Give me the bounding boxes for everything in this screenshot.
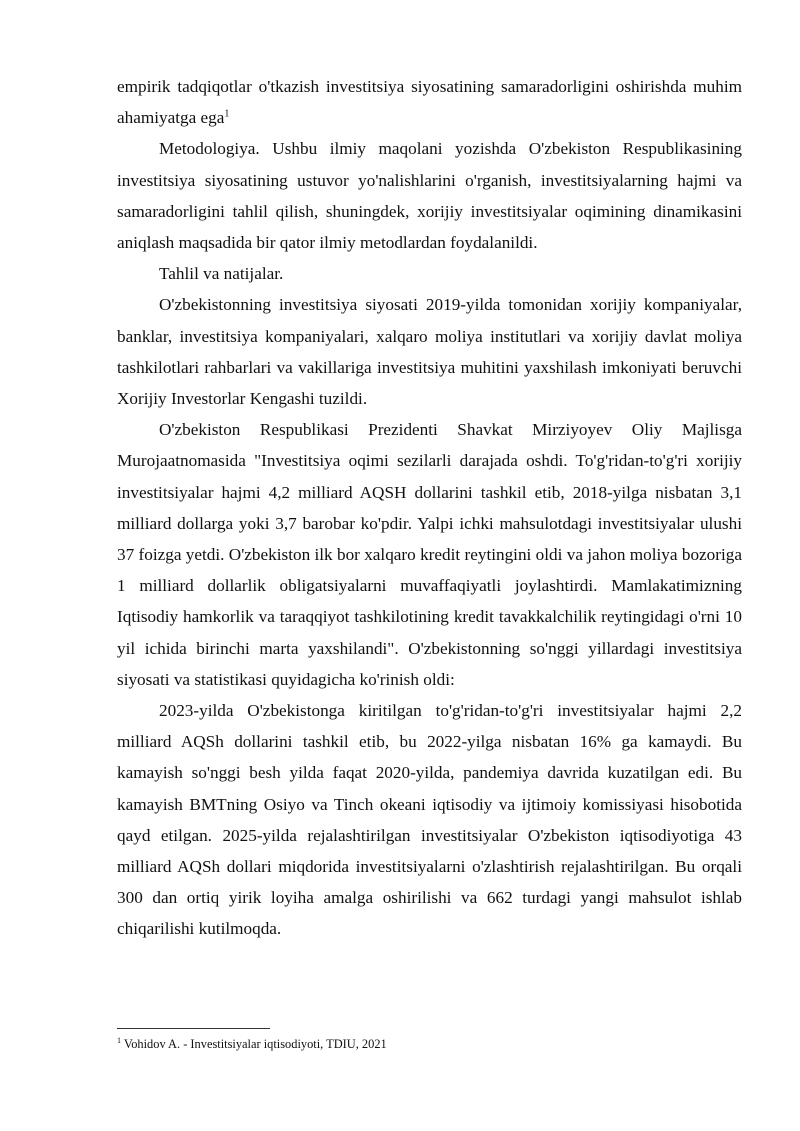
paragraph-methodology: Metodologiya. Ushbu ilmiy maqolani yozishda O'zbekiston Respublikasining investitsiya siyosatining ustuvor yo'nalishlarini o'rganish, investitsiyalarning hajmi va samaradorligini tahlil qilish, shuningdek, xorijiy investitsiyalar oqimining dinamikasini aniqlash maqsadida bir qator ilmiy metodlardan foydalanildi.	[117, 139, 742, 253]
footnote-reference: 1	[224, 108, 230, 120]
footnote	[117, 1036, 742, 1052]
document-body	[117, 71, 742, 945]
footnote-number: 1	[117, 1035, 121, 1045]
paragraph-president-address: O'zbekiston Respublikasi Prezidenti Shavkat Mirziyoyev Oliy Majlisga Murojaatnomasida "Investitsiya oqimi sezilarli darajada oshdi. To'g'ridan-to'g'ri xorijiy investitsiyalar hajmi 4,2 milliard AQSH dollarini tashkil etib, 2018-yilga nisbatan 3,1 milliard dollarga yoki 3,7 barobar ko'pdir. Yalpi ichki mahsulotdagi investitsiyalar ulushi 37 foizga yetdi. O'zbekiston ilk bor xalqaro kredit reytingini oldi va jahon moliya bozoriga 1 milliard dollarlik obligatsiyalarni muvaffaqiyatli joylashtirdi. Mamlakatimizning Iqtisodiy hamkorlik va taraqqiyot tashkilotining kredit tavakkalchilik reytingidagi o'rni 10 yil ichida birinchi marta yaxshilandi". O'zbekistonning so'nggi yillardagi investitsiya siyosati va statistikasi quyidagicha ko'rinish oldi:	[117, 420, 742, 689]
paragraph-intro-text: empirik tadqiqotlar o'tkazish investitsiya siyosatining samaradorligini oshirishda muhim ahamiyatga ega	[117, 77, 742, 128]
footnote-separator	[117, 1028, 270, 1029]
footnote-text: Vohidov A. - Investitsiyalar iqtisodiyoti, TDIU, 2021	[121, 1037, 387, 1051]
paragraph-investor-council: O'zbekistonning investitsiya siyosati 2019-yilda tomonidan xorijiy kompaniyalar, banklar, investitsiya kompaniyalari, xalqaro moliya institutlari va xorijiy davlat moliya tashkilotlari rahbarlari va vakillariga investitsiya muhitini yaxshilash imkoniyati beruvchi Xorijiy Investorlar Kengashi tuzildi.	[117, 295, 742, 409]
paragraph-intro	[117, 71, 742, 133]
section-heading-results: Tahlil va natijalar.	[159, 264, 284, 284]
paragraph-2023-investments: 2023-yilda O'zbekistonga kiritilgan to'g'ridan-to'g'ri investitsiyalar hajmi 2,2 milliard AQSh dollarini tashkil etib, bu 2022-yilga nisbatan 16% ga kamaydi. Bu kamayish so'nggi besh yilda faqat 2020-yilda, pandemiya davrida kuzatilgan edi. Bu kamayish BMTning Osiyo va Tinch okeani iqtisodiy va ijtimoiy komissiyasi hisobotida qayd etilgan. 2025-yilda rejalashtirilgan investitsiyalar O'zbekiston iqtisodiyotiga 43 milliard AQSh dollari miqdorida investitsiyalarni o'zlashtirish rejalashtirilgan. Bu orqali 300 dan ortiq yirik loyiha amalga oshirilishi va 662 turdagi yangi mahsulot ishlab chiqarilishi kutilmoqda.	[117, 701, 742, 939]
